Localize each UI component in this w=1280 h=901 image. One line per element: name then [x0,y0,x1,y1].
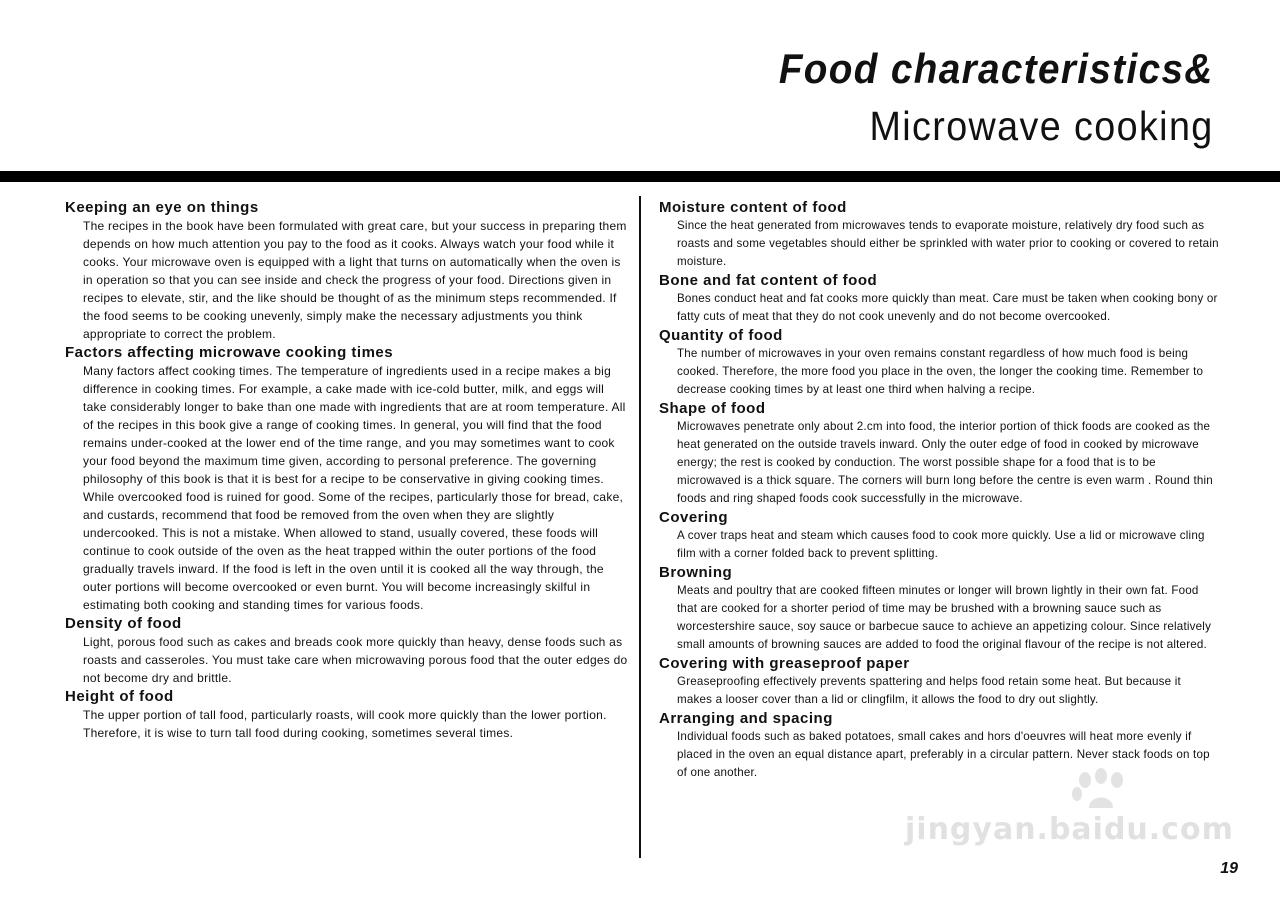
section-heading: Covering with greaseproof paper [659,655,910,672]
section-heading: Bone and fat content of food [659,272,878,289]
section-heading: Height of food [65,688,174,705]
section-body: The number of microwaves in your oven remains constant regardless of how much food is being cooked. Therefore, the more food you place in the oven, the longer the cooking time. Remember to decrease cooking times by at least one third when halving a recipe. [677,347,1204,396]
title-line-2: Microwave cooking [869,103,1214,149]
section-body: Microwaves penetrate only about 2.cm into food, the interior portion of thick foods are cooked as the heat generated on the outside travels inward. Only the outer edge of food in cooked by microwave energy; the rest is cooked by conduction. The worst possible shape for a food that is to be microwaved is a thick square. The corners will burn long before the centre is even warm . Round thin foods and ring shaped foods cook successfully in the microwave. [677,420,1213,505]
header-rule [0,171,1280,182]
section-heading: Quantity of food [659,327,783,344]
section-heading: Shape of food [659,400,766,417]
section-body: A cover traps heat and steam which causes food to cook more quickly. Use a lid or microwave cling film with a corner folded back to prevent splitting. [677,529,1205,560]
section-body: Individual foods such as baked potatoes, small cakes and hors d'oeuvres will heat more evenly if placed in the oven an equal distance apart, preferably in a circular pattern. Never stack foods on top of one another. [677,730,1210,779]
left-column [65,198,630,742]
section-heading: Keeping an eye on things [65,199,259,216]
section-heading: Factors affecting microwave cooking times [65,344,394,361]
column-divider [639,196,641,858]
section-heading: Density of food [65,615,182,632]
section-body: The recipes in the book have been formulated with great care, but your success in preparing them depends on how much attention you pay to the food as it cooks. Always watch your food while it cooks. Your microwave oven is equipped with a light that turns on automatically when the oven is in operation so that you can see inside and check the progress of your food. Directions given in recipes to elevate, stir, and the like should be thought of as the minimum steps recommended. If the food seems to be cooking unevenly, simply make the necessary adjustments you think appropriate to correct the problem. [83,219,627,341]
section-heading: Browning [659,564,733,581]
page-number: 19 [1220,860,1238,877]
section-body: Light, porous food such as cakes and breads cook more quickly than heavy, dense foods such as roasts and casseroles. You must take care when microwaving porous food that the outer edges do not become dry and brittle. [83,635,628,685]
section-heading: Arranging and spacing [659,710,833,727]
section-body: Greaseproofing effectively prevents spattering and helps food retain some heat. But because it makes a looser cover than a lid or clingfilm, it allows the food to dry out slightly. [677,675,1181,706]
section-body: Many factors affect cooking times. The temperature of ingredients used in a recipe makes a big difference in cooking times. For example, a cake made with ice-cold butter, milk, and eggs will take considerably longer to bake than one made with ingredients that are at room temperature. All of the recipes in this book give a range of cooking times. In general, you will find that the food remains under-cooked at the lower end of the time range, and you may sometimes want to cook your food beyond the maximum time given, according to personal preference. The governing philosophy of this book is that it is best for a recipe to be conservative in giving cooking times. While overcooked food is ruined for good. Some of the recipes, particularly those for bread, cake, and custards, recommend that food be removed from the oven when they are slightly undercooked. This is not a mistake. When allowed to stand, usually covered, these foods will continue to cook outside of the oven as the heat trapped within the outer portions of the food gradually travels inward. If the food is left in the oven until it is cooked all the way through, the outer portions will become overcooked or even burnt. You will become increasingly skilful in estimating both cooking and standing times for various foods. [83,364,626,612]
section-body: Since the heat generated from microwaves tends to evaporate moisture, relatively dry food such as roasts and some vegetables should either be sprinkled with water prior to cooking or covered to retain moisture. [677,219,1219,268]
section-heading: Covering [659,509,729,526]
watermark-text: jingyan.baidu.com [905,812,1234,847]
right-column [659,198,1219,782]
title-line-1: Food characteristics& [779,45,1214,92]
baidu-paw-logo-icon [1055,768,1155,812]
section-body: Meats and poultry that are cooked fifteen minutes or longer will brown lightly in their own fat. Food that are cooked for a shorter period of time may be brushed with a browning sauce such as worcestershire sauce, soy sauce or barbecue sauce to achieve an appetizing colour. Since relatively small amounts of browning sauces are added to food the original flavour of the recipe is not altered. [677,584,1212,651]
page-title [741,44,1214,152]
section-body: The upper portion of tall food, particularly roasts, will cook more quickly than the lower portion. Therefore, it is wise to turn tall food during cooking, sometimes several times. [83,708,607,740]
watermark [905,768,1234,858]
section-heading: Moisture content of food [659,199,847,216]
section-body: Bones conduct heat and fat cooks more quickly than meat. Care must be taken when cooking bony or fatty cuts of meat that they do not cook unevenly and do not become overcooked. [677,292,1218,323]
